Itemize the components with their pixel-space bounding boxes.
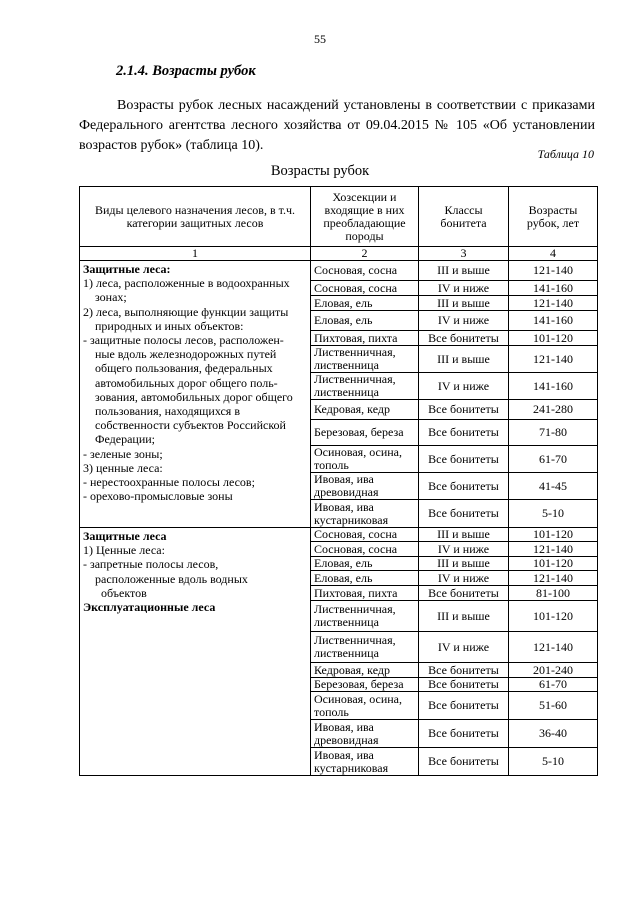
species-cell: Сосновая, сосна xyxy=(311,261,419,281)
cutting-age-cell: 201-240 xyxy=(509,663,598,678)
forest-category-line: Эксплуатационные леса xyxy=(83,600,216,615)
site-class-cell: Все бонитеты xyxy=(419,692,509,720)
species-cell: Осиновая, осина, тополь xyxy=(311,692,419,720)
forest-category-cell xyxy=(80,528,311,776)
species-cell: Осиновая, осина, тополь xyxy=(311,446,419,473)
forest-category-line: ные вдоль железнодорожных путей xyxy=(95,347,277,362)
species-cell: Пихтовая, пихта xyxy=(311,331,419,346)
table-body xyxy=(80,261,598,776)
site-class-cell: Все бонитеты xyxy=(419,663,509,678)
site-class-cell: Все бонитеты xyxy=(419,400,509,420)
site-class-cell: IV и ниже xyxy=(419,542,509,557)
site-class-cell: III и выше xyxy=(419,528,509,542)
site-class-cell: Все бонитеты xyxy=(419,720,509,748)
site-class-cell: IV и ниже xyxy=(419,373,509,400)
site-class-cell: Все бонитеты xyxy=(419,586,509,601)
forest-category-line: - защитные полосы лесов, расположен- xyxy=(83,333,284,348)
cutting-age-cell: 121-140 xyxy=(509,632,598,663)
column-number: 4 xyxy=(509,247,598,261)
cutting-age-cell: 241-280 xyxy=(509,400,598,420)
cutting-age-cell: 81-100 xyxy=(509,586,598,601)
forest-category-line: общего пользования, федеральных xyxy=(95,361,273,376)
cutting-age-cell: 61-70 xyxy=(509,446,598,473)
column-number: 2 xyxy=(311,247,419,261)
species-cell: Сосновая, сосна xyxy=(311,281,419,296)
cutting-age-cell: 121-140 xyxy=(509,571,598,586)
species-cell: Ивовая, ива древовидная xyxy=(311,720,419,748)
intro-paragraph: Возрасты рубок лесных насаждений установлены в соответствии с приказами Федерального агентства лесного хозяйства от 09.04.2015 № 105 «Об установлении возрастов рубок» (таблица 10). xyxy=(79,98,595,153)
species-cell: Ивовая, ива кустарниковая xyxy=(311,748,419,776)
header-economic-sections: Хозсекции и входящие в них преобладающие породы xyxy=(311,187,419,247)
species-cell: Ивовая, ива древовидная xyxy=(311,473,419,500)
forest-category-line: зонах; xyxy=(95,290,127,305)
forest-category-line: - орехово-промысловые зоны xyxy=(83,489,233,504)
species-cell: Кедровая, кедр xyxy=(311,663,419,678)
site-class-cell: III и выше xyxy=(419,261,509,281)
cutting-age-cell: 121-140 xyxy=(509,296,598,311)
table-title: Возрасты рубок xyxy=(270,163,370,179)
species-cell: Ивовая, ива кустарниковая xyxy=(311,500,419,528)
forest-category-line: собственности субъектов Российской xyxy=(95,418,286,433)
forest-category-line: объектов xyxy=(101,585,147,600)
site-class-cell: III и выше xyxy=(419,601,509,632)
forest-category-line: - зеленые зоны; xyxy=(83,446,163,461)
species-cell: Лиственничная, лиственница xyxy=(311,632,419,663)
cutting-age-cell: 51-60 xyxy=(509,692,598,720)
site-class-cell: III и выше xyxy=(419,346,509,373)
column-number: 3 xyxy=(419,247,509,261)
forest-category-line: Защитные леса xyxy=(83,529,167,543)
site-class-cell: IV и ниже xyxy=(419,281,509,296)
forest-category-line: автомобильных дорог общего поль- xyxy=(95,375,278,390)
forest-category-line: зования, автомобильных дорог общего xyxy=(95,389,293,404)
cutting-age-cell: 101-120 xyxy=(509,557,598,571)
species-cell: Кедровая, кедр xyxy=(311,400,419,420)
cutting-age-cell: 121-140 xyxy=(509,346,598,373)
species-cell: Еловая, ель xyxy=(311,571,419,586)
forest-category-line: природных и иных объектов: xyxy=(95,318,244,333)
site-class-cell: IV и ниже xyxy=(419,632,509,663)
header-cutting-age: Возрасты рубок, лет xyxy=(509,187,598,247)
species-cell: Березовая, береза xyxy=(311,678,419,692)
species-cell: Сосновая, сосна xyxy=(311,542,419,557)
section-heading: 2.1.4. Возрасты рубок xyxy=(116,63,256,79)
forest-category-line: расположенные вдоль водных xyxy=(95,571,248,586)
species-cell: Лиственничная, лиственница xyxy=(311,373,419,400)
species-cell: Еловая, ель xyxy=(311,557,419,571)
cutting-age-cell: 71-80 xyxy=(509,420,598,446)
species-cell: Еловая, ель xyxy=(311,311,419,331)
column-number: 1 xyxy=(80,247,311,261)
forest-category-line: Федерации; xyxy=(95,432,156,447)
species-cell: Лиственничная, лиственница xyxy=(311,346,419,373)
cutting-age-cell: 101-120 xyxy=(509,601,598,632)
site-class-cell: III и выше xyxy=(419,296,509,311)
cutting-age-cell: 121-140 xyxy=(509,542,598,557)
site-class-cell: Все бонитеты xyxy=(419,500,509,528)
cutting-age-table xyxy=(79,186,598,776)
species-cell: Пихтовая, пихта xyxy=(311,586,419,601)
site-class-cell: Все бонитеты xyxy=(419,678,509,692)
table-row xyxy=(80,261,598,281)
site-class-cell: IV и ниже xyxy=(419,571,509,586)
cutting-age-cell: 101-120 xyxy=(509,528,598,542)
species-cell: Сосновая, сосна xyxy=(311,528,419,542)
cutting-age-cell: 121-140 xyxy=(509,261,598,281)
forest-category-line: пользования, находящихся в xyxy=(95,404,240,419)
cutting-age-cell: 141-160 xyxy=(509,311,598,331)
cutting-age-cell: 141-160 xyxy=(509,373,598,400)
table-row xyxy=(80,528,598,542)
site-class-cell: Все бонитеты xyxy=(419,331,509,346)
cutting-age-cell: 61-70 xyxy=(509,678,598,692)
page-number: 55 xyxy=(314,32,326,46)
site-class-cell: Все бонитеты xyxy=(419,420,509,446)
site-class-cell: Все бонитеты xyxy=(419,446,509,473)
forest-category-line: - запретные полосы лесов, xyxy=(83,557,219,572)
forest-category-line: - нерестоохранные полосы лесов; xyxy=(83,475,255,490)
header-forest-purpose: Виды целевого назначения лесов, в т.ч. категории защитных лесов xyxy=(80,187,311,247)
species-cell: Березовая, береза xyxy=(311,420,419,446)
site-class-cell: III и выше xyxy=(419,557,509,571)
forest-category-cell xyxy=(80,261,311,528)
site-class-cell: Все бонитеты xyxy=(419,473,509,500)
site-class-cell: IV и ниже xyxy=(419,311,509,331)
forest-category-line: Защитные леса: xyxy=(83,262,171,276)
cutting-age-cell: 141-160 xyxy=(509,281,598,296)
site-class-cell: Все бонитеты xyxy=(419,748,509,776)
forest-category-line: 1) Ценные леса: xyxy=(83,543,165,558)
species-cell: Лиственничная, лиственница xyxy=(311,601,419,632)
species-cell: Еловая, ель xyxy=(311,296,419,311)
cutting-age-cell: 5-10 xyxy=(509,500,598,528)
cutting-age-cell: 101-120 xyxy=(509,331,598,346)
cutting-age-cell: 5-10 xyxy=(509,748,598,776)
forest-category-line: 2) леса, выполняющие функции защиты xyxy=(83,304,289,319)
cutting-age-cell: 41-45 xyxy=(509,473,598,500)
forest-category-line: 1) леса, расположенные в водоохранных xyxy=(83,276,290,291)
forest-category-line: 3) ценные леса: xyxy=(83,460,163,475)
cutting-age-cell: 36-40 xyxy=(509,720,598,748)
table-label: Таблица 10 xyxy=(537,147,594,161)
header-site-class: Классы бонитета xyxy=(419,187,509,247)
